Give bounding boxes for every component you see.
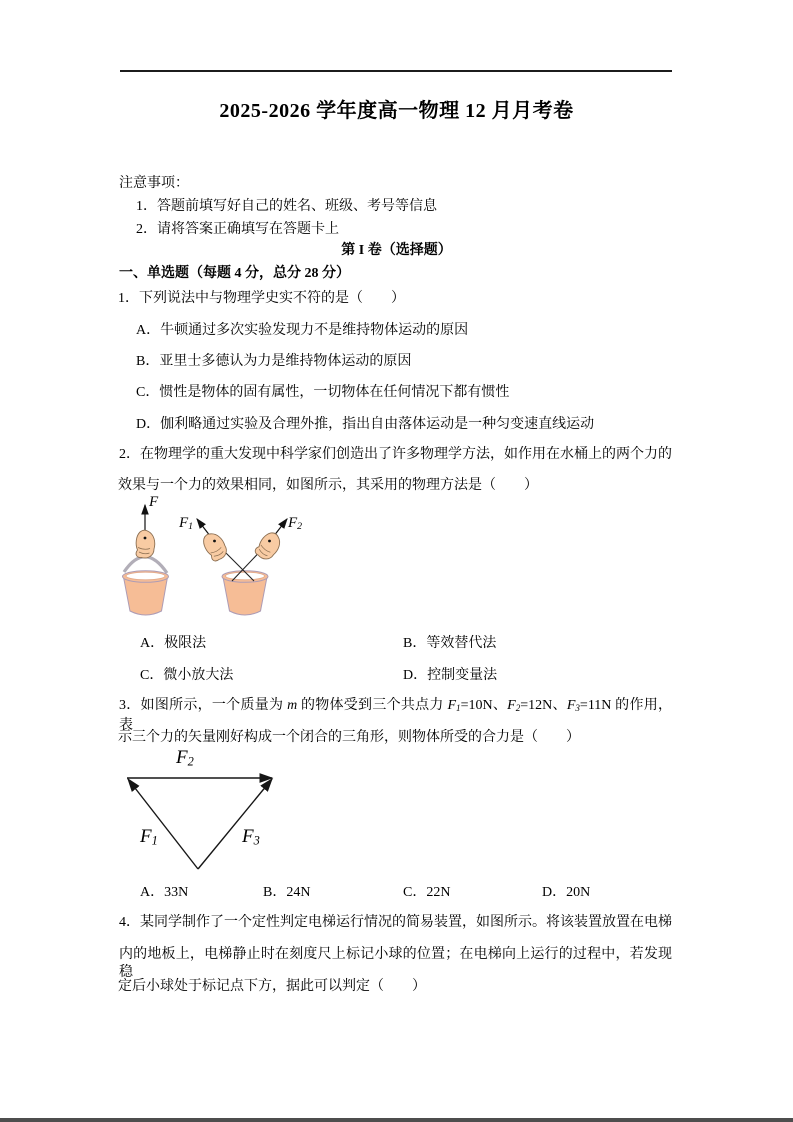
force-label-f3: $F_3$ <box>242 826 260 848</box>
question-2-line1: 2．在物理学的重大发现中科学家们创造出了许多物理学方法，如作用在水桶上的两个力的 <box>119 447 672 462</box>
force-label-f2: $F_2$ <box>288 515 303 533</box>
bucket-two-forces <box>197 519 287 615</box>
grip-point <box>144 537 147 540</box>
question-1-option-c: C．惯性是物体的固有属性，一切物体在任何情况下都有惯性 <box>136 385 510 400</box>
force-vector-f1 <box>128 779 198 869</box>
question-4-line2: 内的地板上，电梯静止时在刻度尺上标记小球的位置；在电梯向上运行的过程中，若发现稳 <box>119 947 672 980</box>
notice-item-2: 2．请将答案正确填写在答题卡上 <box>136 222 339 237</box>
part-heading: 一、单选题（每题 4 分，总分 28 分） <box>119 266 350 281</box>
question-3-line2: 示三个力的矢量刚好构成一个闭合的三角形，则物体所受的合力是（ ） <box>118 730 580 745</box>
question-2-option-a: A．极限法 <box>140 636 207 651</box>
question-4-line1: 4．某同学制作了一个定性判定电梯运行情况的简易装置，如图所示。将该装置放置在电梯 <box>119 915 672 930</box>
question-3-option-d: D．20N <box>542 885 591 900</box>
hand-icon <box>253 529 284 563</box>
question-1-option-b: B．亚里士多德认为力是维持物体运动的原因 <box>136 354 412 369</box>
page-bottom-edge <box>0 1118 793 1122</box>
question-3-option-b: B．24N <box>263 885 311 900</box>
bucket-single-force <box>123 505 169 615</box>
force-label-f1: $F_1$ <box>179 515 194 533</box>
volume-heading: 第 I 卷（选择题） <box>341 243 452 258</box>
notice-heading: 注意事项： <box>119 176 189 191</box>
hand-icon <box>136 530 155 558</box>
title-divider <box>120 70 672 72</box>
bucket-opening <box>226 572 265 580</box>
triangle-figure <box>108 746 298 876</box>
question-1-stem: 1．下列说法中与物理学史实不符的是（ ） <box>118 291 405 306</box>
question-3-line1: 3．如图所示，一个质量为 m 的物体受到三个共点力 $F_1=10N$、$F_2=12N$、$F_3=11N$ 的作用，表 <box>119 698 673 733</box>
question-3-option-c: C．22N <box>403 885 451 900</box>
hand-icon <box>200 529 231 563</box>
question-3-option-a: A．33N <box>140 885 189 900</box>
force-label-f1: $F_1$ <box>140 826 158 848</box>
question-2-option-d: D．控制变量法 <box>403 668 498 683</box>
force-label-f2: $F_2$ <box>176 747 194 769</box>
question-2-option-b: B．等效替代法 <box>403 636 497 651</box>
buckets-figure <box>112 497 312 625</box>
grip-point <box>268 540 271 543</box>
force-label-f: F <box>149 494 159 510</box>
question-4-line3: 定后小球处于标记点下方，据此可以判定（ ） <box>118 979 426 994</box>
grip-point <box>213 540 216 543</box>
bucket-opening <box>126 572 165 580</box>
force-vector-f3 <box>198 779 272 869</box>
question-2-option-c: C．微小放大法 <box>140 668 234 683</box>
question-2-line2: 效果与一个力的效果相同，如图所示，其采用的物理方法是（ ） <box>118 478 538 493</box>
notice-item-1: 1．答题前填写好自己的姓名、班级、考号等信息 <box>136 199 437 214</box>
question-1-option-d: D．伽利略通过实验及合理外推，指出自由落体运动是一种匀变速直线运动 <box>136 417 595 432</box>
page-title: 2025-2026 学年度高一物理 12 月月考卷 <box>219 100 574 122</box>
question-1-option-a: A．牛顿通过多次实验发现力不是维持物体运动的原因 <box>136 323 469 338</box>
